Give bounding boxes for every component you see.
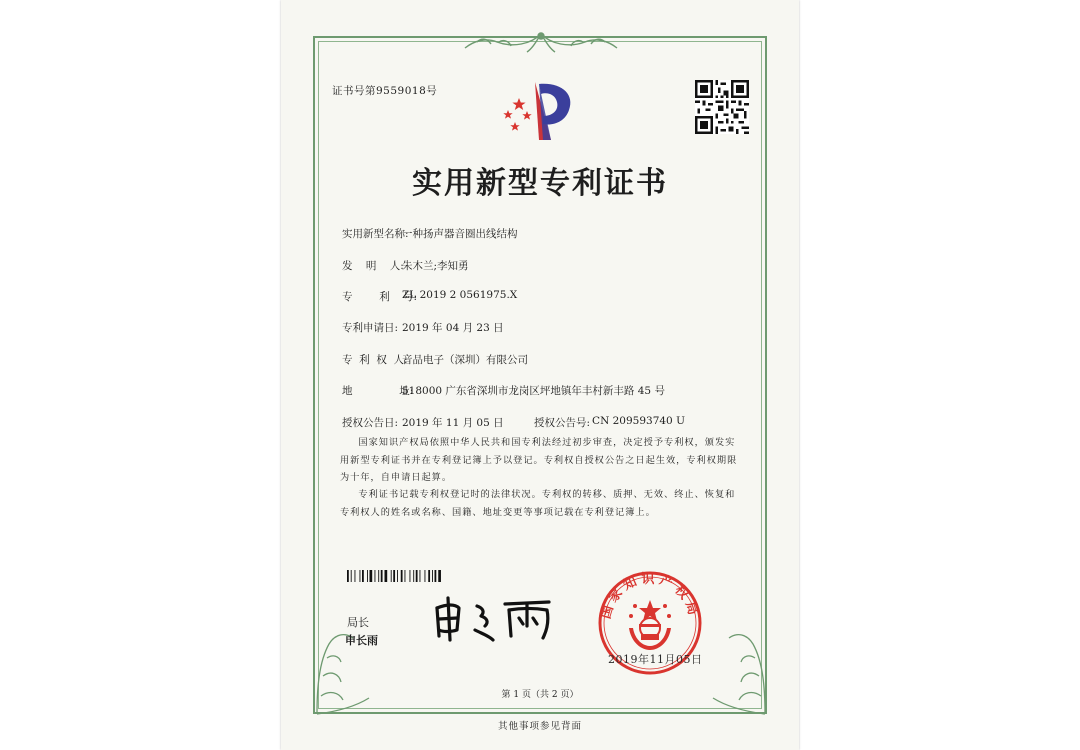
top-ornament <box>451 30 631 56</box>
field-value: 2019 年 11 月 05 日 <box>402 417 504 429</box>
director-signature <box>431 596 561 642</box>
field-value: 一种扬声器音圈出线结构 <box>402 228 518 240</box>
barcode <box>347 570 477 582</box>
field-grant-announcement <box>342 415 685 430</box>
field-label: 专 利 权 人: <box>342 354 408 366</box>
field-label: 授权公告日: <box>342 417 399 429</box>
certificate-paragraph: 国家知识产权局依照中华人民共和国专利法经过初步审查，决定授予专利权，颁发实用新型专利证书并在专利登记簿上予以登记。专利权自授权公告之日起生效，专利权期限为十年，自申请日起算。 <box>340 437 738 483</box>
certificate-paragraph: 专利证书记载专利权登记时的法律状况。专利权的转移、质押、无效、终止、恢复和专利权人的姓名或名称、国籍、地址变更等事项记载在专利登记簿上。 <box>340 489 736 518</box>
field-value: ZL 2019 2 0561975.X <box>402 289 518 301</box>
field-value: CN 209593740 U <box>592 415 685 427</box>
seal-date: 2019年11月05日 <box>608 653 703 666</box>
director-name: 申长雨 <box>345 634 378 647</box>
field-inventor <box>342 258 469 273</box>
field-label: 授权公告号: <box>534 417 591 429</box>
field-label: 专 利 号: <box>342 291 418 303</box>
certificate-number: 证书号第9559018号 <box>332 85 438 97</box>
footer-note: 其他事项参见背面 <box>497 721 582 732</box>
field-value: 2019 年 04 月 23 日 <box>402 322 504 334</box>
field-label: 地 址: <box>342 385 414 397</box>
field-label: 实用新型名称: <box>342 228 409 240</box>
field-value: 518000 广东省深圳市龙岗区坪地镇年丰村新丰路 45 号 <box>402 385 665 397</box>
field-utility-model-name <box>342 226 518 241</box>
patent-office-logo-icon <box>499 80 577 142</box>
field-value: 朱木兰;李知勇 <box>402 260 469 272</box>
director-title: 局长 <box>347 616 369 629</box>
field-value: 音品电子（深圳）有限公司 <box>402 354 528 366</box>
field-address <box>342 383 665 398</box>
qr-code <box>695 80 749 134</box>
certificate-title: 实用新型专利证书 <box>412 166 668 201</box>
field-patentee <box>342 352 528 367</box>
certificate-page <box>281 0 799 750</box>
field-patent-number <box>342 289 517 304</box>
field-application-date <box>342 320 504 335</box>
field-label: 发 明 人: <box>342 260 404 272</box>
field-label: 专利申请日: <box>342 322 399 334</box>
bottom-right-ornament <box>703 618 773 718</box>
page-number: 第 1 页（共 2 页） <box>501 690 579 700</box>
seal-text: 国家知识产权局 <box>598 571 702 621</box>
